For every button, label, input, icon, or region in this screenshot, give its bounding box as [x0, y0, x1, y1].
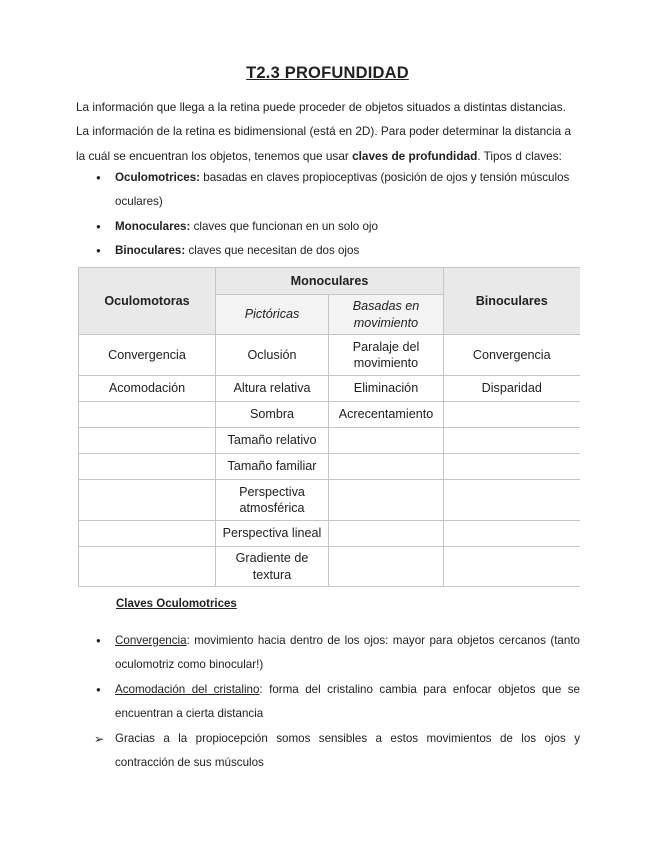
list-item [96, 166, 581, 215]
term-description: : forma del cristalino cambia para enfocar objetos que se encuentran a cierta distancia [115, 682, 580, 721]
table-cell: Oclusión [216, 335, 329, 376]
list-item [96, 678, 580, 727]
table-cell [444, 547, 580, 587]
table-cell [79, 480, 216, 521]
table-cell [79, 428, 216, 454]
list-item [96, 239, 581, 263]
table-cell [329, 547, 444, 587]
table-cell [79, 521, 216, 547]
intro-line-3-end: . Tipos d claves: [477, 148, 562, 163]
table-cell: Acrecentamiento [329, 402, 444, 428]
header-binoculares: Binoculares [444, 268, 580, 335]
table-cell [79, 547, 216, 587]
table-cell: Altura relativa [216, 376, 329, 402]
header-monoculares: Monoculares [216, 268, 444, 295]
table-cell [444, 454, 580, 480]
table-cell: Tamaño relativo [216, 428, 329, 454]
table-row [79, 521, 580, 547]
note-text: Gracias a la propiocepción somos sensibles a estos movimientos de los ojos y contracción de sus músculos [115, 731, 580, 770]
type-label: Oculomotrices: [115, 171, 201, 184]
page-title: T2.3 PROFUNDIDAD [246, 64, 409, 82]
table-cell: Convergencia [79, 335, 216, 376]
type-label: Monoculares: [115, 219, 191, 233]
table-row [79, 428, 580, 454]
intro-line-1: La información que llega a la retina puede proceder de objetos situados a distintas distancias. [76, 100, 566, 114]
table-cell [79, 402, 216, 428]
type-text: claves que funcionan en un solo ojo [190, 219, 378, 233]
table-cell [329, 521, 444, 547]
type-text: claves que necesitan de dos ojos [185, 244, 360, 258]
depth-cues-table [78, 267, 580, 587]
list-item [96, 215, 581, 239]
table-cell [444, 480, 580, 521]
table-cell [444, 402, 580, 428]
term-acomodacion: Acomodación del cristalino [115, 682, 260, 696]
header-movimiento: Basadas en movimiento [329, 295, 444, 335]
term-convergencia: Convergencia [115, 634, 187, 647]
table-cell: Convergencia [444, 335, 580, 376]
table-row [79, 402, 580, 428]
table-cell [329, 428, 444, 454]
type-label: Binoculares: [115, 244, 186, 258]
term-description: : movimiento hacia dentro de los ojos: mayor para objetos cercanos (tanto oculomotriz como binocular!) [115, 634, 580, 672]
type-text: basadas en claves propioceptivas (posición de ojos y tensión músculos oculares) [115, 171, 570, 209]
table-cell [444, 428, 580, 454]
intro-line-3-start: la cuál se encuentran los objetos, tenemos que usar [76, 148, 353, 163]
header-pictoricas: Pictóricas [216, 295, 329, 335]
table-cell: Sombra [216, 402, 329, 428]
table-cell: Acomodación [79, 376, 216, 402]
table-cell: Paralaje del movimiento [329, 335, 444, 376]
table-cell [329, 454, 444, 480]
intro-paragraph [76, 95, 581, 168]
table-cell: Gradiente de textura [216, 547, 329, 587]
table-cell: Perspectiva atmosférica [216, 480, 329, 521]
table-cell: Eliminación [329, 376, 444, 402]
table-cell [444, 521, 580, 547]
table-cell: Disparidad [444, 376, 580, 402]
table-cell: Tamaño familiar [216, 454, 329, 480]
oculomotor-list [96, 629, 580, 775]
intro-line-3 [76, 144, 581, 168]
keyword-claves-de-profundidad: claves de profundidad [352, 148, 478, 163]
list-item [96, 727, 580, 776]
table-row [79, 547, 580, 587]
table-row [79, 335, 580, 376]
table-row [79, 480, 580, 521]
table-row [79, 376, 580, 402]
table-cell [329, 480, 444, 521]
list-item [96, 629, 580, 678]
intro-line-2: La información de la retina es bidimensional (está en 2D). Para poder determinar la distancia a [76, 124, 572, 139]
table-row [79, 454, 580, 480]
table-cell: Perspectiva lineal [216, 521, 329, 547]
types-list [96, 166, 581, 264]
section-heading: Claves Oculomotrices [116, 598, 237, 610]
header-oculomotoras: Oculomotoras [79, 268, 216, 335]
table-cell [79, 454, 216, 480]
